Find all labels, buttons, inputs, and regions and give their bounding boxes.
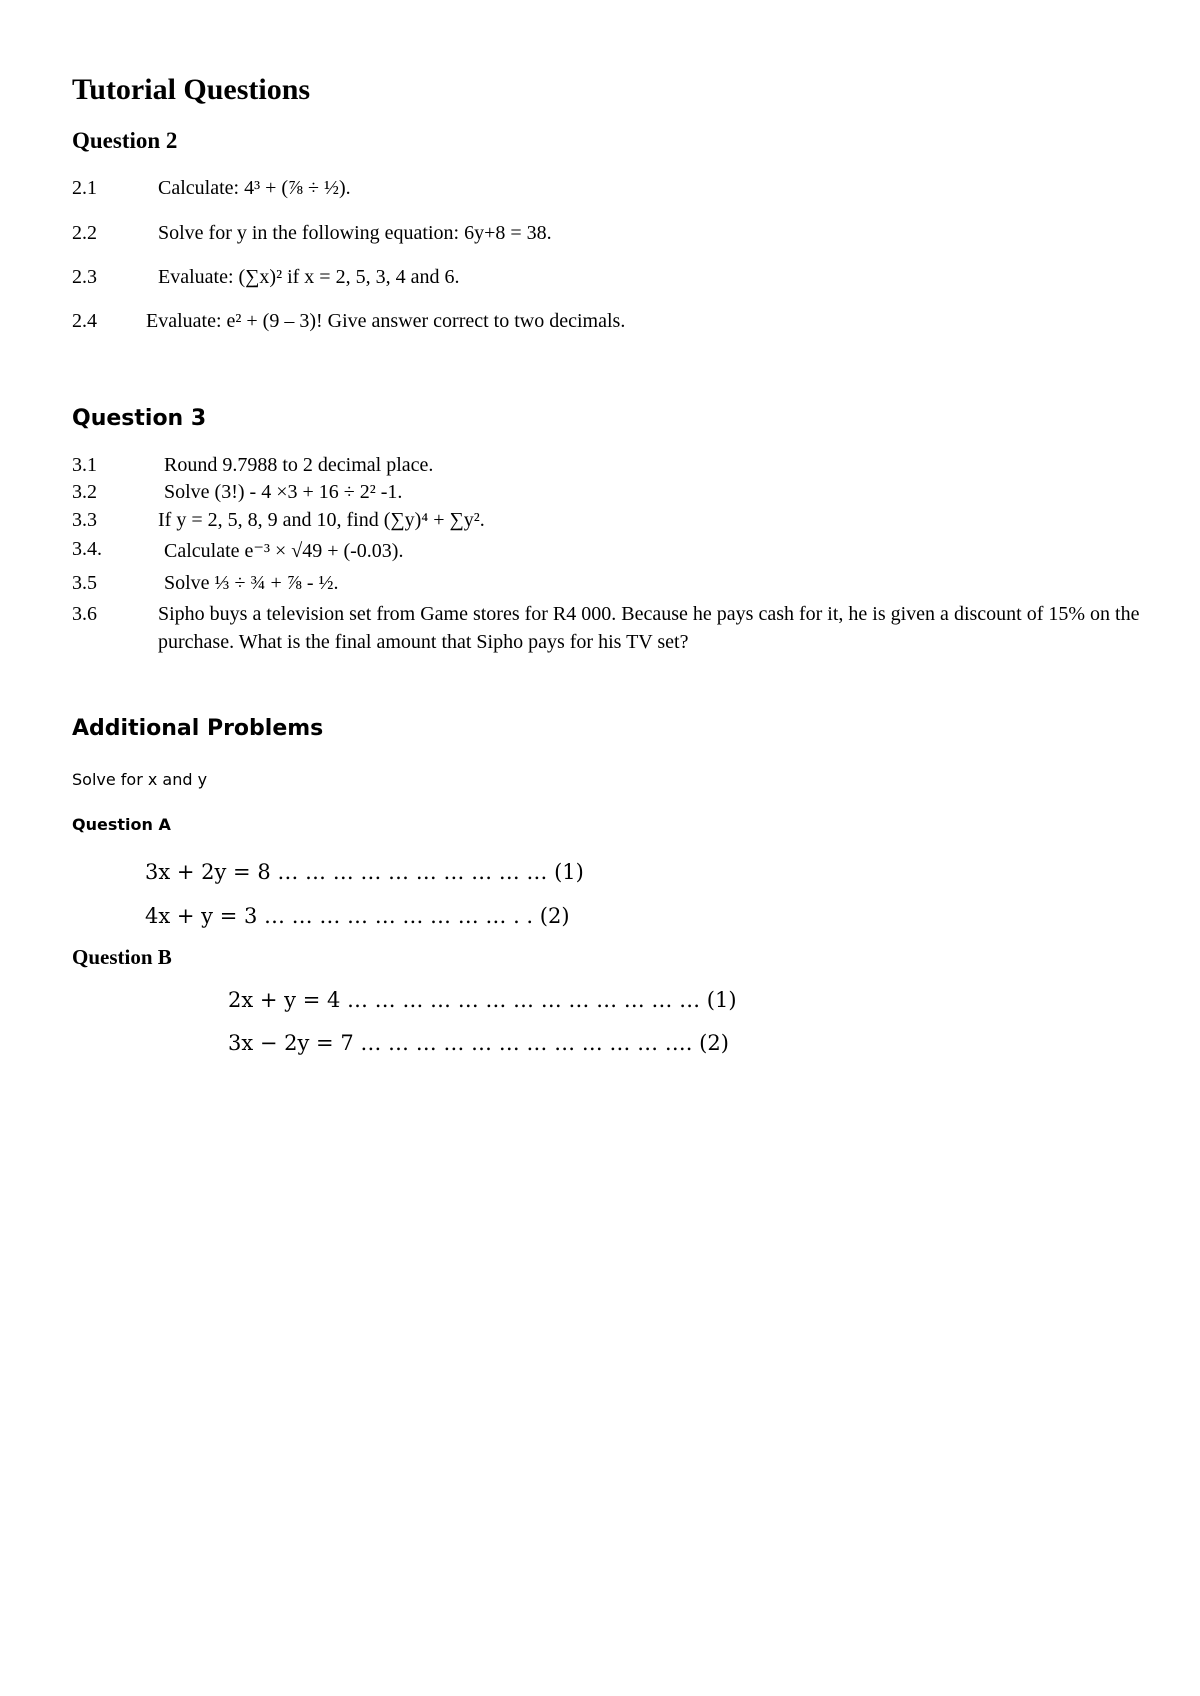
question-a-heading: Question A — [72, 815, 171, 834]
item-number: 3.3 — [72, 509, 97, 531]
item-number: 3.2 — [72, 481, 97, 503]
question-2-heading: Question 2 — [72, 128, 178, 153]
item-number: 2.1 — [72, 177, 97, 199]
question-b-heading: Question B — [72, 945, 172, 969]
equation-b2: 3x − 2y = 7 … … … … … … … … … … … …. (2) — [228, 1031, 729, 1055]
item-text: Solve ⅓ ÷ ¾ + ⅞ - ½. — [164, 572, 339, 594]
additional-problems-heading: Additional Problems — [72, 716, 324, 741]
item-text: Calculate: 4³ + (⅞ ÷ ½). — [158, 177, 351, 199]
item-text: Sipho buys a television set from Game stores for R4 000. Because he pays cash for it, he is given a discount of 15% on the purchase. What is the final amount that Sipho pays for his TV set? — [158, 603, 1140, 653]
instruction-text: Solve for x and y — [72, 770, 208, 789]
item-number: 3.5 — [72, 572, 97, 594]
page-title: Tutorial Questions — [72, 73, 311, 106]
item-text: Solve for y in the following equation: 6y+8 = 38. — [158, 222, 552, 244]
item-number: 2.3 — [72, 266, 97, 288]
item-text: Evaluate: e² + (9 – 3)! Give answer correct to two decimals. — [146, 310, 626, 332]
item-number: 2.4 — [72, 310, 97, 332]
item-number: 3.1 — [72, 454, 97, 476]
equation-a2: 4x + y = 3 … … … … … … … … … . . (2) — [145, 904, 570, 928]
item-text: Solve (3!) - 4 ×3 + 16 ÷ 2² -1. — [164, 481, 403, 503]
equation-a1: 3x + 2y = 8 … … … … … … … … … … (1) — [145, 860, 584, 884]
item-number: 3.4. — [72, 538, 102, 560]
question-3-heading: Question 3 — [72, 406, 207, 431]
item-text: If y = 2, 5, 8, 9 and 10, find (∑y)⁴ + ∑y². — [158, 509, 485, 531]
item-number: 2.2 — [72, 222, 97, 244]
item-text: Calculate e⁻³ × √49 + (-0.03). — [164, 540, 404, 562]
item-number: 3.6 — [72, 603, 97, 625]
item-text: Round 9.7988 to 2 decimal place. — [164, 454, 434, 476]
item-text: Evaluate: (∑x)² if x = 2, 5, 3, 4 and 6. — [158, 266, 460, 288]
equation-b1: 2x + y = 4 … … … … … … … … … … … … … (1) — [228, 988, 737, 1012]
